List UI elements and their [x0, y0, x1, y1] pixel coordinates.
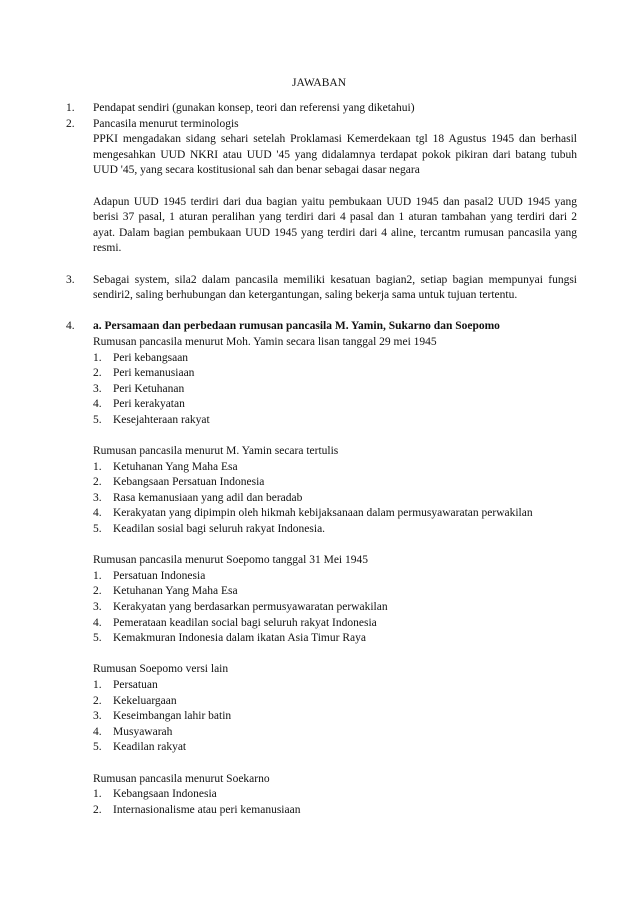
item-number: 1.: [66, 102, 75, 114]
item-number: 3.: [66, 273, 75, 286]
list-item: 1. Kebangsaan Indonesia: [93, 788, 217, 801]
group-title: Rumusan pancasila menurut M. Yamin secara tertulis: [93, 445, 339, 458]
group-title: Rumusan pancasila menurut Soepomo tanggal 31 Mei 1945: [93, 554, 368, 567]
list-item: 2. Kebangsaan Persatuan Indonesia: [93, 476, 265, 489]
group-title: Rumusan pancasila menurut Moh. Yamin secara lisan tanggal 29 mei 1945: [93, 335, 437, 348]
group-title: Rumusan Soepomo versi lain: [93, 663, 229, 676]
paragraph: PPKI mengadakan sidang sehari setelah Proklamasi Kemerdekaan tgl 18 Agustus 1945 dan berhasil mengesahkan UUD NKRI atau UUD '45 yang didalamnya terdapat pokok pikiran dari batang tubuh UUD '45, yang secara kostitusional sah dan benar sebagai dasar negara: [93, 133, 577, 177]
document-body: [66, 101, 577, 818]
list-item: 2. Peri kemanusiaan: [93, 367, 195, 380]
list-item: 1. Peri kebangsaan: [93, 351, 189, 364]
list-item: 5. Kemakmuran Indonesia dalam ikatan Asia Timur Raya: [93, 632, 366, 645]
list-item: 4. Pemerataan keadilan social bagi seluruh rakyat Indonesia: [93, 616, 377, 629]
list-item: 2. Kekeluargaan: [93, 694, 177, 707]
group-title: Rumusan pancasila menurut Soekarno: [93, 772, 270, 785]
list-item: 4. Musyawarah: [93, 725, 173, 738]
list-item: 5. Keadilan sosial bagi seluruh rakyat Indonesia.: [93, 523, 326, 536]
item-number: 4.: [66, 320, 75, 333]
list-item: 3. Keseimbangan lahir batin: [93, 710, 232, 723]
list-item: 2. Ketuhanan Yang Maha Esa: [93, 585, 238, 598]
list-item: 3. Kerakyatan yang berdasarkan permusyawaratan perwakilan: [93, 601, 388, 613]
list-item: 4. Kerakyatan yang dipimpin oleh hikmah kebijaksanaan dalam permusyawaratan perwakilan: [93, 507, 533, 520]
list-item: 1. Persatuan: [93, 678, 158, 691]
item-text: Pendapat sendiri (gunakan konsep, teori dan referensi yang diketahui): [93, 102, 415, 114]
paragraph: Adapun UUD 1945 terdiri dari dua bagian yaitu pembukaan UUD 1945 dan pasal2 UUD 1945 yang berisi 37 pasal, 1 aturan peralihan yang terdiri dari 4 pasal dan 1 aturan tambahan yang terdiri dari 2 ayat. Dalam bagian pembukaan UUD 1945 yang terdiri dari 4 aline, tercantm rumusan pancasila yang resmi.: [93, 195, 577, 255]
document-title: JAWABAN: [291, 77, 347, 89]
item-heading: Pancasila menurut terminologis: [93, 117, 239, 130]
item-text: Sebagai system, sila2 dalam pancasila memiliki kesatuan bagian2, setiap bagian mempunyai fungsi sendiri2, saling berhubungan dan ketergantungan, saling bekerja sama untuk tujuan tertentu.: [93, 273, 577, 302]
item-heading: a. Persamaan dan perbedaan rumusan pancasila M. Yamin, Sukarno dan Soepomo: [93, 320, 500, 333]
answer-item-4: [66, 319, 577, 818]
list-item: 1. Ketuhanan Yang Maha Esa: [93, 460, 238, 473]
list-item: 4. Peri kerakyatan: [93, 398, 185, 411]
answer-item-3: [66, 273, 577, 304]
item-number: 2.: [66, 117, 75, 130]
list-item: 5. Kesejahteraan rakyat: [93, 413, 210, 426]
answer-item-1: [66, 101, 577, 117]
answer-item-2: [66, 117, 577, 257]
list-item: 5. Keadilan rakyat: [93, 741, 187, 754]
list-item: 3. Rasa kemanusiaan yang adil dan beradab: [93, 491, 303, 504]
list-item: 2. Internasionalisme atau peri kemanusiaan: [93, 803, 301, 816]
list-item: 3. Peri Ketuhanan: [93, 382, 185, 395]
list-item: 1. Persatuan Indonesia: [93, 569, 206, 582]
